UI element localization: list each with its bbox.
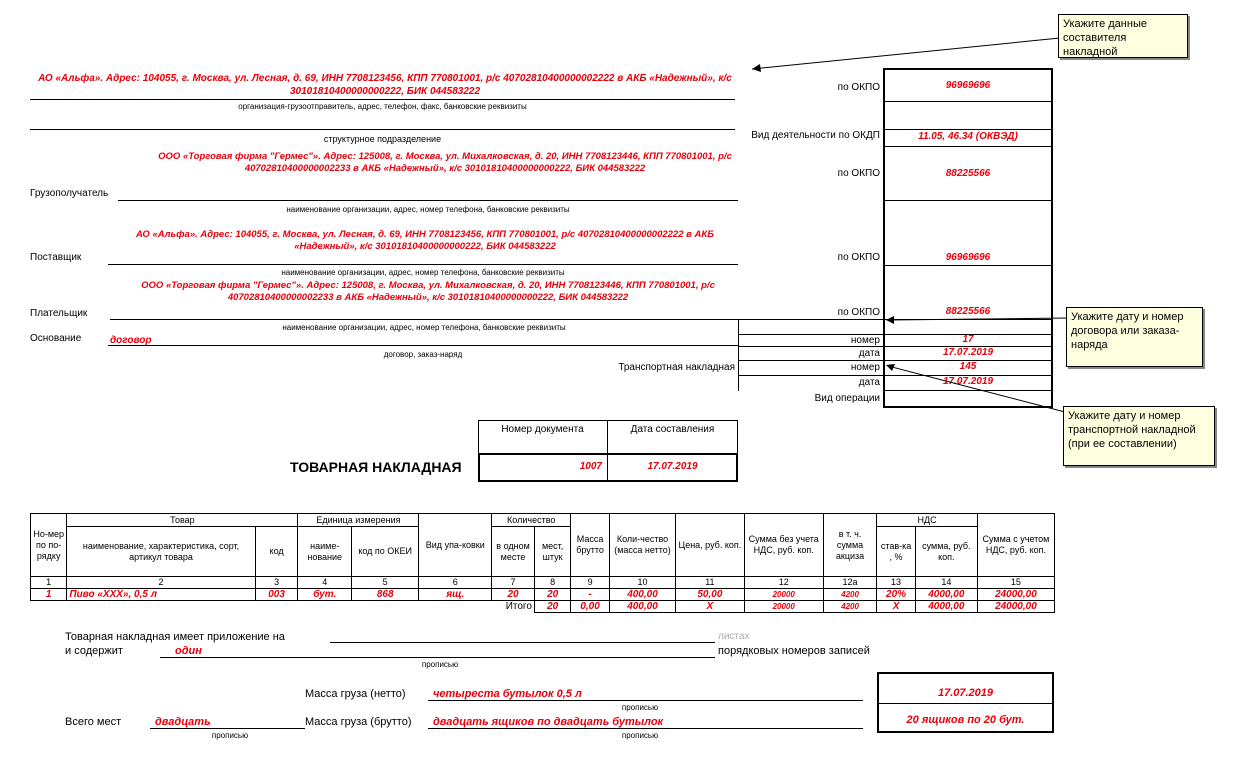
- column-numbers-row: 1 2 3 4 5 6 7 8 9 10 11 12 12а 13 14 15: [31, 577, 1055, 589]
- th-unit-code: код по ОКЕИ: [351, 527, 418, 577]
- contains-label: и содержит: [65, 645, 123, 657]
- okpo-3[interactable]: 96969696: [945, 252, 991, 263]
- division-caption: структурное подразделение: [323, 134, 442, 144]
- gross-propisyu: прописью: [621, 731, 659, 740]
- transport-number[interactable]: 145: [959, 361, 977, 372]
- contains-value[interactable]: один: [175, 645, 202, 657]
- okdp-label: Вид деятельности по ОКДП: [751, 130, 880, 141]
- th-vat-sum: сумма, руб. коп.: [915, 527, 977, 577]
- net-label: Масса груза (нетто): [305, 688, 406, 700]
- basis-label: Основание: [30, 333, 82, 344]
- contract-number-label: номер: [850, 335, 880, 346]
- supplier-caption: наименование организации, адрес, номер телефона, банковские реквизиты: [281, 268, 565, 277]
- th-no: Но-мер по по-рядку: [31, 514, 67, 577]
- records-label: порядковых номеров записей: [718, 645, 870, 657]
- total-label: Итого: [31, 601, 535, 613]
- th-qty-places: мест, штук: [534, 527, 570, 577]
- th-unit-name: наиме-нование: [298, 527, 352, 577]
- th-unit: Единица измерения: [298, 514, 419, 527]
- th-qty: Количество: [492, 514, 571, 527]
- contract-number[interactable]: 17: [962, 334, 974, 345]
- payer-value[interactable]: ООО «Торговая фирма "Гермес"». Адрес: 125008, г. Москва, ул. Михалковская, д. 20, ИНН 7708123446, КПП 770801001, р/с 40702810400000002233 в АКБ «Надежный», к/с 30101810400000000222, БИК 044583222: [141, 280, 715, 303]
- payer-label: Плательщик: [30, 308, 88, 319]
- net-propisyu: прописью: [621, 703, 659, 712]
- th-sum-novat: Сумма без учета НДС, руб. коп.: [744, 514, 823, 577]
- total-row: Итого 20 0,00 400,00 X 20000 4200 X 4000,00 24000,00: [31, 601, 1055, 613]
- contains-propisyu: прописью: [421, 660, 459, 669]
- okpo-label-1: по ОКПО: [837, 82, 880, 93]
- th-price: Цена, руб. коп.: [676, 514, 744, 577]
- goods-table: [30, 513, 1055, 613]
- th-gross: Масса брутто: [571, 514, 610, 577]
- okpo-2[interactable]: 88225566: [945, 168, 991, 179]
- okpo-4[interactable]: 88225566: [945, 306, 991, 317]
- okpo-label-2: по ОКПО: [837, 168, 880, 179]
- consignor-value[interactable]: АО «Альфа». Адрес: 104055, г. Москва, ул. Лесная, д. 69, ИНН 7708123456, КПП 770801001, р/с 40702810400000002222 в АКБ «Надежный», к/с 30101810400000000222, БИК 044583222: [38, 73, 732, 97]
- th-goods-name: наименование, характеристика, сорт, артикул товара: [67, 527, 255, 577]
- supplier-value[interactable]: АО «Альфа». Адрес: 104055, г. Москва, ул. Лесная, д. 69, ИНН 7708123456, КПП 770801001, р/с 40702810400000002222 в АКБ «Надежный», к/с 30101810400000000222, БИК 044583222: [136, 229, 714, 252]
- note-contract: Укажите дату и номер договора или заказа-наряда: [1066, 307, 1203, 367]
- operation-label: Вид операции: [814, 393, 880, 404]
- places-propisyu: прописью: [211, 731, 249, 740]
- consignee-label: Грузополучатель: [30, 188, 109, 199]
- th-pack: Вид упа-ковки: [419, 514, 492, 577]
- transport-date-label: дата: [858, 377, 880, 388]
- mass-box-places[interactable]: 20 ящиков по 20 бут.: [906, 714, 1025, 726]
- th-goods: Товар: [67, 514, 298, 527]
- transport-number-label: номер: [850, 362, 880, 373]
- okpo-label-4: по ОКПО: [837, 307, 880, 318]
- mass-box-date[interactable]: 17.07.2019: [937, 687, 994, 699]
- basis-caption: договор, заказ-наряд: [383, 350, 463, 359]
- doc-number[interactable]: 1007: [579, 461, 602, 472]
- net-value[interactable]: четыреста бутылок 0,5 л: [433, 688, 582, 700]
- consignor-caption: организация-грузоотправитель, адрес, телефон, факс, банковские реквизиты: [238, 102, 527, 111]
- contract-date-label: дата: [858, 348, 880, 359]
- th-excise: в т. ч. сумма акциза: [823, 514, 877, 577]
- okdp-value[interactable]: 11.05, 46.34 (ОКВЭД): [918, 131, 1018, 142]
- gross-label: Масса груза (брутто): [305, 716, 412, 728]
- doc-title: ТОВАРНАЯ НАКЛАДНАЯ: [290, 459, 462, 475]
- consignee-caption: наименование организации, адрес, номер телефона, банковские реквизиты: [286, 205, 570, 214]
- attach-label: Товарная накладная имеет приложение на: [65, 631, 285, 643]
- sheets-label: листах: [718, 631, 750, 642]
- places-label: Всего мест: [65, 716, 122, 728]
- basis-value[interactable]: договор: [110, 335, 152, 346]
- th-vat-rate: став-ка , %: [877, 527, 916, 577]
- transport-label: Транспортная накладная: [618, 362, 735, 373]
- supplier-label: Поставщик: [30, 252, 82, 263]
- th-net: Коли-чество (масса нетто): [609, 514, 675, 577]
- gross-value[interactable]: двадцать ящиков по двадцать бутылок: [433, 716, 664, 728]
- th-vat: НДС: [877, 514, 978, 527]
- payer-caption: наименование организации, адрес, номер телефона, банковские реквизиты: [282, 323, 566, 332]
- th-sum-vat: Сумма с учетом НДС, руб. коп.: [977, 514, 1054, 577]
- doc-date[interactable]: 17.07.2019: [647, 461, 698, 472]
- okpo-1[interactable]: 96969696: [945, 80, 991, 91]
- th-goods-code: код: [255, 527, 298, 577]
- okpo-label-3: по ОКПО: [837, 252, 880, 263]
- transport-date[interactable]: 17.07.2019: [942, 376, 994, 387]
- places-value[interactable]: двадцать: [155, 716, 211, 728]
- contract-date[interactable]: 17.07.2019: [942, 347, 994, 358]
- table-row[interactable]: 1 Пиво «ХХХ», 0,5 л 003 бут. 868 ящ. 20 20 - 400,00 50,00 20000 4200 20% 4000,00 24000,00: [31, 589, 1055, 601]
- consignee-value[interactable]: ООО «Торговая фирма "Гермес"». Адрес: 125008, г. Москва, ул. Михалковская, д. 20, ИНН 7708123446, КПП 770801001, р/с 40702810400000002233 в АКБ «Надежный», к/с 30101810400000000222, БИК 044583222: [158, 151, 732, 174]
- note-transport: Укажите дату и номер транспортной накладной (при ее составлении): [1063, 406, 1215, 466]
- note-consignor: Укажите данные составителя накладной: [1058, 14, 1188, 58]
- doc-number-header: Номер документа: [501, 424, 584, 435]
- doc-date-header: Дата составления: [630, 424, 715, 435]
- th-qty-one: в одном месте: [492, 527, 535, 577]
